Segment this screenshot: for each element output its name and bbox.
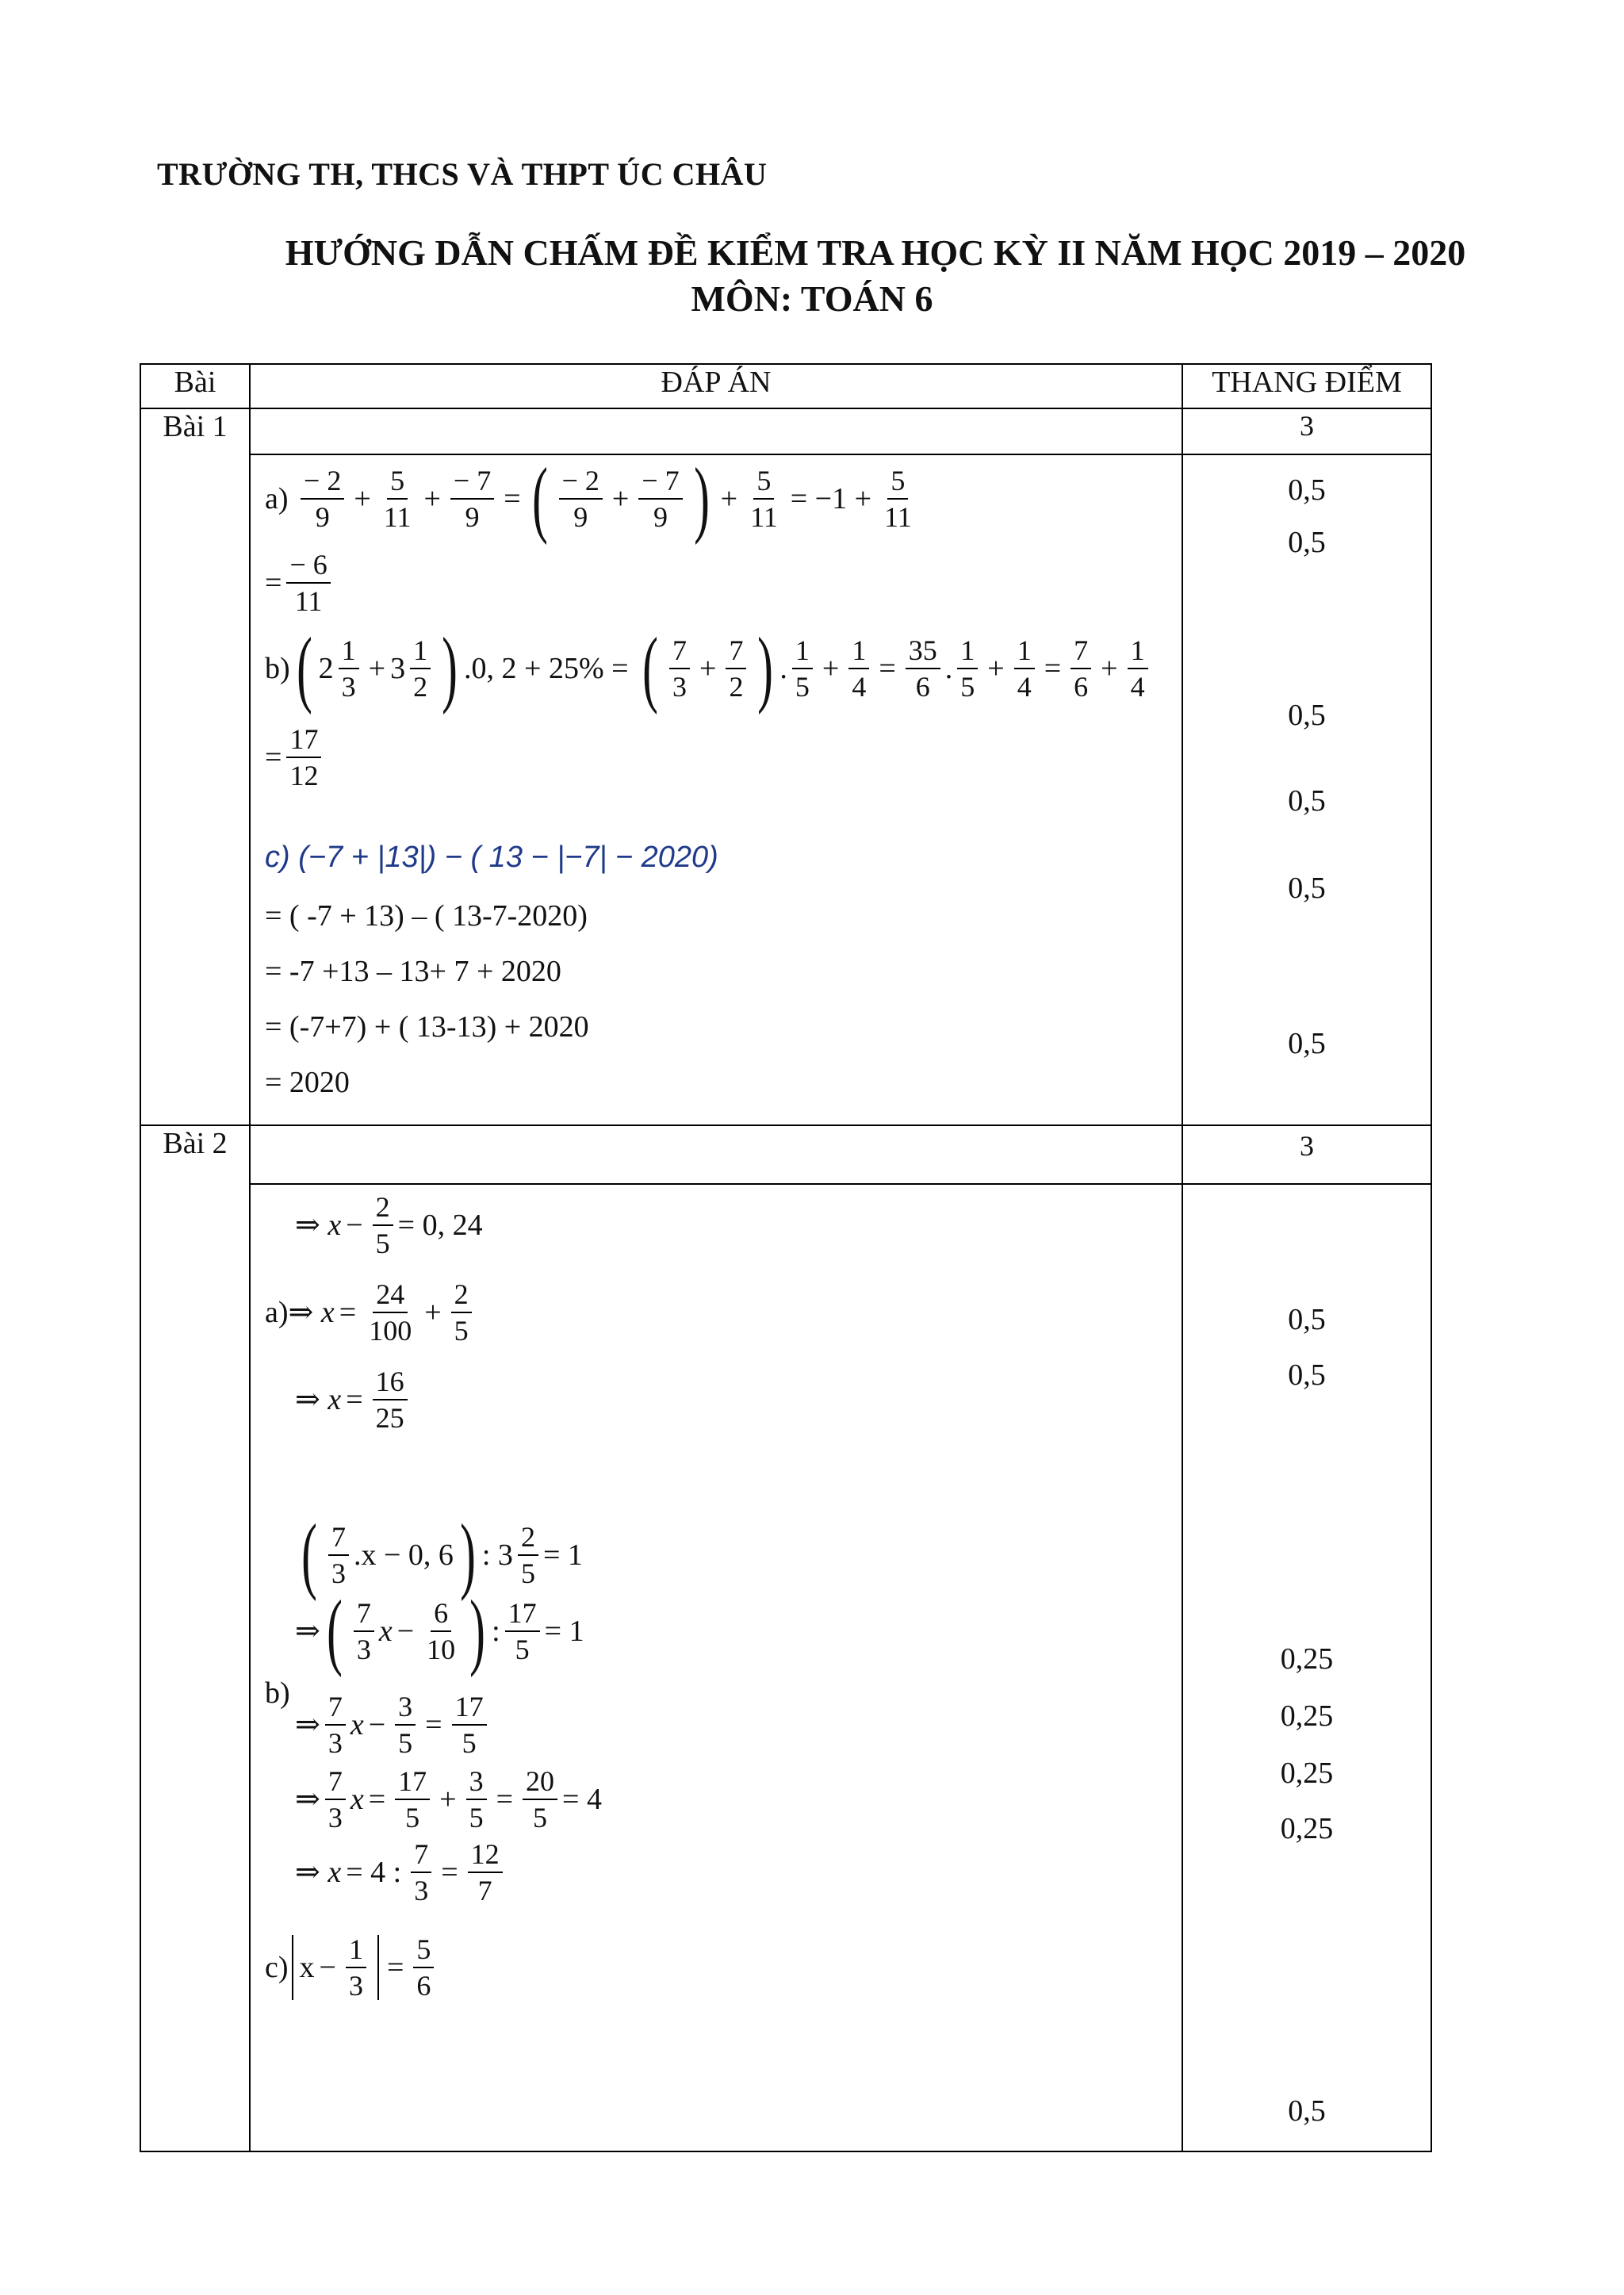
points-value: 0,25: [1280, 1642, 1334, 1676]
bai2-a-step1: ⇒ x − $\frac{2}{5}$ = 0, 24: [295, 1191, 483, 1259]
bai2-a-step2: a) ⇒ x = $\frac{24}{100}$ + $\frac{2}{5}$: [265, 1280, 477, 1345]
points-value: 0,25: [1280, 1699, 1334, 1733]
bai2-b-label: b): [265, 1676, 290, 1710]
bai2-label: Bài 2: [140, 1125, 250, 2151]
bai2-b-step3: ⇒ 7 3 x − $\frac{3}{5}$ = $\frac{17}{5}$: [295, 1692, 492, 1757]
col-header-thang-diem: THANG ĐIỂM: [1182, 364, 1431, 408]
bai1-c-step: = (-7+7) + ( 13-13) + 2020: [265, 1010, 589, 1044]
bai2-b-step2: ⇒ ( 7 3 x − $\frac{6}{10}$ ) : $\frac{17}{5}$ = 1: [295, 1597, 584, 1665]
points-value: 0,5: [1288, 872, 1326, 905]
subject-title: MÔN: TOÁN 6: [691, 278, 933, 319]
bai2-b-step1: ( 7 3 .x − 0, 6 ) : 3 $\frac{2}{5}$ = 1: [295, 1521, 583, 1589]
bai1-a-result: = $\frac{- 6}{11}$: [265, 550, 335, 615]
bai2-total-points: 3: [1182, 1125, 1431, 1184]
bai2-points-cell: [1182, 1184, 1431, 2151]
bai1-b-result: = $\frac{17}{12}$: [265, 725, 326, 790]
bai2-answer-cell: [250, 1184, 1182, 2151]
points-value: 0,5: [1288, 526, 1326, 559]
bai1-c-step: = 2020: [265, 1066, 350, 1099]
bai2-a-step3: ⇒ x = $\frac{16}{25}$: [295, 1367, 412, 1432]
bai1-total-row: [140, 408, 1431, 454]
document-title: HƯỚNG DẪN CHẤM ĐỀ KIỂM TRA HỌC KỲ II NĂM HỌC 2019 – 2020: [285, 232, 1466, 273]
points-value: 0,25: [1280, 1757, 1334, 1790]
points-value: 0,5: [1288, 1358, 1326, 1392]
bai2-b-step5: ⇒ x = 4 : $\frac{7}{3}$ = $\frac{12}{7}$: [295, 1840, 508, 1905]
points-value: 0,25: [1280, 1812, 1334, 1845]
col-header-dap-an: ĐÁP ÁN: [250, 364, 1182, 408]
points-value: 0,5: [1288, 1027, 1326, 1060]
bai1-a-expression: a) − 2 9 + $\frac{5}{11}$ + $\frac{- 7}{9}$ = ( − 2 9 + $\frac{- 7}{9}$ ) + $\frac{5}{11}$ = −1 + $\frac{5}{11}$: [265, 465, 920, 533]
points-value: 0,5: [1288, 2094, 1326, 2128]
bai1-c-expression: c) (−7 + |13|) − ( 13 − |−7| − 2020): [265, 841, 718, 874]
bai2-empty: [250, 1125, 1182, 1184]
grading-table: [140, 363, 1432, 2152]
bai1-b-expression: b) ( 2 1 3 + 3 $\frac{1}{2}$ ) .0, 2 + 25% = ( 7 3 + $\frac{7}{2}$ ) . 1 5 + $\frac{1}{4}$ = $\frac{35}{6}$ . 1 5 + $\frac{1}{4}$ = $\frac{7}{6}$ + $\frac{1}{4}$: [265, 634, 1153, 703]
bai1-total-points: 3: [1182, 408, 1431, 454]
bai1-points-cell: [1182, 454, 1431, 1125]
bai1-c-step: = ( -7 + 13) – ( 13-7-2020): [265, 899, 588, 933]
bai1-answer-row: [140, 454, 1431, 1125]
bai2-b-step4: ⇒ 7 3 x = $\frac{17}{5}$ + $\frac{3}{5}$ = $\frac{20}{5}$ = 4: [295, 1765, 602, 1833]
col-header-bai: Bài: [140, 364, 250, 408]
points-value: 0,5: [1288, 784, 1326, 818]
bai2-total-row: [140, 1125, 1431, 1184]
bai1-empty: [250, 408, 1182, 454]
table-header-row: [140, 364, 1431, 408]
points-value: 0,5: [1288, 699, 1326, 732]
bai2-c-expression: c) x − $\frac{1}{3}$ = $\frac{5}{6}$: [265, 1935, 439, 2000]
bai1-c-step: = -7 +13 – 13+ 7 + 2020: [265, 955, 561, 988]
points-value: 0,5: [1288, 1303, 1326, 1336]
bai1-label: Bài 1: [140, 408, 250, 1125]
bai2-answer-row: [140, 1184, 1431, 2151]
points-value: 0,5: [1288, 473, 1326, 507]
bai1-answer-cell: [250, 454, 1182, 1125]
school-name: TRƯỜNG TH, THCS VÀ THPT ÚC CHÂU: [157, 156, 768, 192]
